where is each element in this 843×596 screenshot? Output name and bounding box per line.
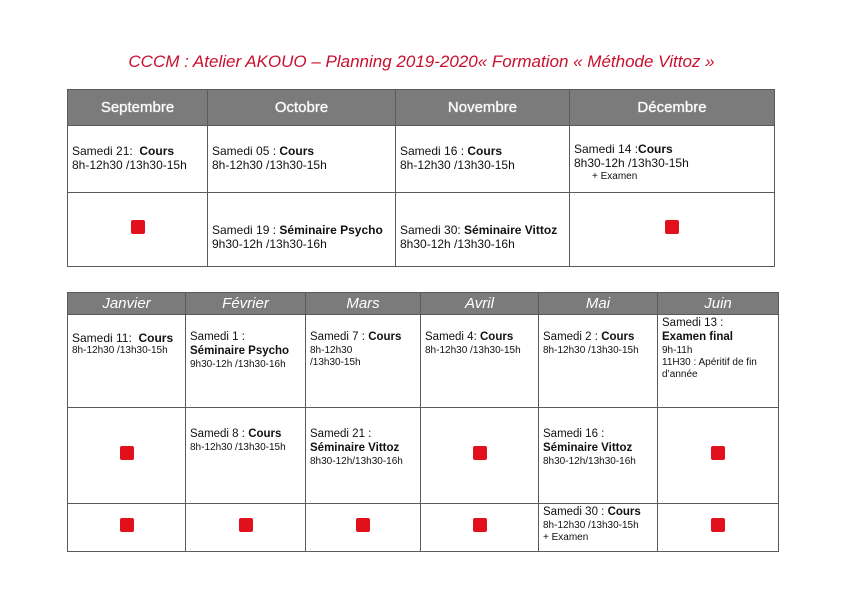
empty-slot-cell [658,504,779,552]
empty-slot-cell [421,408,539,504]
session-cell [539,408,658,504]
month-header-janvier: Janvier [68,293,186,315]
session-hours: 9h30-12h /13h30-16h [190,358,286,370]
session-event: Séminaire Vittoz [464,223,558,237]
session-event: Séminaire Vittoz [310,441,400,454]
session-date: Samedi 05 : [212,144,277,158]
table-row [68,193,775,267]
session-cell [539,504,658,552]
session-date: Samedi 8 : [190,428,245,440]
session-event: Séminaire Psycho [190,344,290,357]
schedule-table-autumn [67,89,775,267]
session-cell [396,193,570,267]
month-header-mai: Mai [539,293,658,315]
session-hours: /13h30-15h [310,356,361,368]
month-header-octobre: Octobre [208,90,396,126]
red-square-marker [473,446,487,460]
session-date: Samedi 1 : [190,331,245,343]
empty-slot-cell [68,193,208,267]
session-cell [68,126,208,193]
session-date: Samedi 7 : [310,331,365,343]
session-hours: 8h30-12h/13h30-16h [543,455,636,467]
red-square-marker [239,518,253,532]
session-date: Samedi 21 : [310,428,372,440]
session-date: Samedi 19 : [212,223,277,237]
session-hours: 8h30-12h /13h30-16h [400,237,515,252]
session-date: Samedi 13 : [662,317,724,329]
session-date: Samedi 21: [72,144,133,158]
session-date: Samedi 30 : [543,506,605,518]
month-header-mars: Mars [306,293,421,315]
session-hours: 8h-12h30 /13h30-15h [543,344,639,356]
session-date: Samedi 16 : [543,428,605,440]
session-event: Cours [279,144,315,158]
session-event: Examen final [662,330,733,343]
session-extra: d’année [662,368,698,380]
red-square-marker [356,518,370,532]
schedule-table-spring [67,292,779,552]
session-event: Cours [139,144,175,158]
session-cell [421,315,539,408]
table-row [68,315,779,408]
empty-slot-cell [570,193,775,267]
session-cell [186,315,306,408]
session-event: Cours [601,331,635,343]
red-square-marker [665,220,679,234]
month-header-novembre: Novembre [396,90,570,126]
session-extra: 11H30 : Apéritif de fin [662,356,757,368]
empty-slot-cell [186,504,306,552]
header-row [68,293,779,315]
session-cell [186,408,306,504]
session-hours: 8h-12h30 /13h30-15h [400,158,515,173]
session-date: Samedi 11: [72,331,132,345]
session-cell [208,126,396,193]
session-cell [208,193,396,267]
session-hours: 8h-12h30 /13h30-15h [190,441,286,453]
session-event: Cours [467,144,503,158]
session-event: Cours [479,331,514,343]
empty-slot-cell [421,504,539,552]
red-square-marker [131,220,145,234]
session-event: Cours [607,506,641,518]
session-cell [570,126,775,193]
month-header-decembre: Décembre [570,90,775,126]
session-date: Samedi 2 : [543,331,598,343]
session-event: Cours [138,331,174,345]
month-header-juin: Juin [658,293,779,315]
session-date: Samedi 14 : [574,142,639,156]
session-event: Cours [368,331,402,343]
red-square-marker [711,518,725,532]
session-event: Séminaire Psycho [279,223,383,237]
session-hours: 8h30-12h/13h30-16h [310,455,403,467]
month-header-septembre: Septembre [68,90,208,126]
session-hours: 8h-12h30 /13h30-15h [425,344,521,356]
red-square-marker [473,518,487,532]
month-header-fevrier: Février [186,293,306,315]
session-hours: 8h-12h30 /13h30-15h [72,345,168,357]
session-date: Samedi 16 : [400,144,465,158]
session-cell [396,126,570,193]
session-event: Séminaire Vittoz [543,441,633,454]
table-row [68,126,775,193]
session-cell [68,315,186,408]
session-hours: 8h-12h30 /13h30-15h [543,519,639,531]
red-square-marker [120,518,134,532]
session-extra: + Examen [543,531,589,543]
month-header-avril: Avril [421,293,539,315]
session-cell [306,408,421,504]
session-date: Samedi 30: [400,223,461,237]
session-hours: 9h-11h [662,344,693,356]
session-hours: 8h30-12h /13h30-15h [574,156,689,171]
session-extra: + Examen [592,170,638,182]
session-date: Samedi 4: [425,331,477,343]
session-hours: 8h-12h30 /13h30-15h [212,158,327,173]
empty-slot-cell [306,504,421,552]
session-hours: 9h30-12h /13h30-16h [212,237,327,252]
table-row [68,408,779,504]
session-event: Cours [638,142,673,156]
red-square-marker [711,446,725,460]
session-cell [658,315,779,408]
session-event: Cours [248,428,282,440]
session-cell [539,315,658,408]
red-square-marker [120,446,134,460]
session-cell [306,315,421,408]
page-title: CCCM : Atelier AKOUO – Planning 2019-2020« Formation « Méthode Vittoz » [128,52,715,71]
table-row [68,504,779,552]
empty-slot-cell [68,408,186,504]
empty-slot-cell [658,408,779,504]
session-hours: 8h-12h30 [310,344,353,356]
empty-slot-cell [68,504,186,552]
session-hours: 8h-12h30 /13h30-15h [72,158,187,173]
header-row [68,90,775,126]
